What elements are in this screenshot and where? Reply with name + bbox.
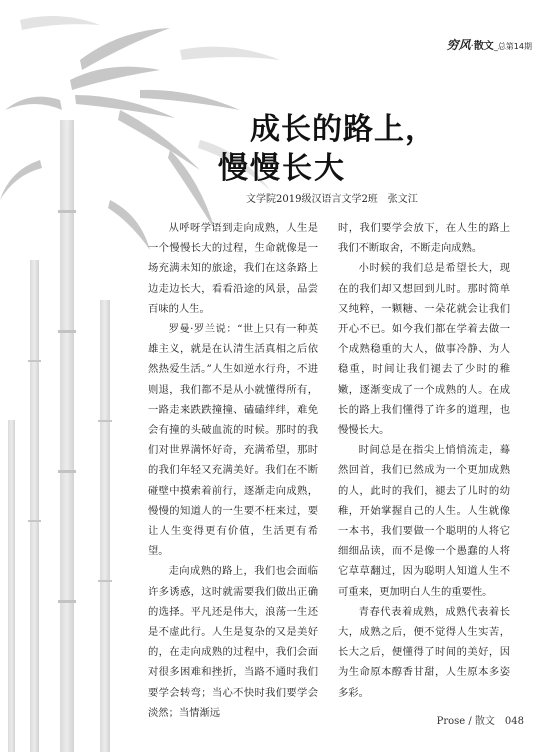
article-title-line1: 成长的路上，	[250, 112, 436, 147]
paragraph: 从呼呀学语到走向成熟，人生是一个慢慢长大的过程，生命就像是一场充满未知的旅途，我们在这条路上边走边长大，看看沿途的风景，品尝百味的人生。	[148, 222, 318, 315]
issue-number: _总第14期	[493, 42, 532, 51]
left-column	[148, 218, 318, 723]
article-title-line2: 慢慢长大	[218, 151, 346, 186]
paragraph: 时，我们要学会放下，在人生的路上我们不断取舍，不断走向成熟。	[338, 222, 510, 255]
page-header	[447, 36, 532, 53]
paragraph: 小时候的我们总是希望长大，现在的我们却又想回到儿时。那时简单又纯粹，一颗糖、一朵花就会让我们开心不已。如今我们都在学着去做一个成熟稳重的大人，做事冷静、为人稳重，时间让我们褪去了少时的稚嫩，逐渐变成了一个成熟的人。在成长的路上我们懂得了许多的道理，也慢慢长大。	[338, 262, 510, 437]
right-column	[338, 218, 510, 703]
paragraph: 罗曼·罗兰说：“世上只有一种英雄主义，就是在认清生活真相之后依然热爱生活。”人生如逆水行舟，不进则退，我们都不是从小就懂得所有，一路走来跌跌撞撞、磕磕绊绊，难免会有撞的头破血流的时候。那时的我们对世界满怀好奇，充满希望，那时的我们年轻又充满美好。我们在不断碰壁中摸索着前行，逐渐走向成熟，慢慢的知道人的一生要不枉来过，要让人生变得更有价值，生活更有希望。	[148, 323, 318, 558]
author-byline: 文学院2019级汉语言文学2班 张文江	[246, 194, 418, 205]
paragraph: 走向成熟的路上，我们也会面临许多诱惑，这时就需要我们做出正确的选择。平凡还是伟大，浪荡一生还是不虚此行。人生是复杂的又是美好的，在走向成熟的过程中，我们会面对很多困难和挫折，当路不通时我们要学会转弯；当心不快时我们要学会淡然；当情渐远	[148, 565, 318, 719]
page-footer: Prose / 散文 048	[436, 716, 524, 727]
paragraph: 时间总是在指尖上悄悄流走，蓦然回首，我们已然成为一个更加成熟的人，此时的我们，褪去了儿时的幼稚，开始掌握自己的人生。人生就像一本书，我们要做一个聪明的人将它细细品读，而不是像一个愚蠢的人将它草草翻过，因为聪明人知道人生不可重来，更加明白人生的重要性。	[338, 444, 510, 598]
magazine-logo: 穷风	[446, 38, 471, 52]
section-name: 散文	[473, 41, 494, 52]
header-dot: ·	[470, 41, 474, 52]
paragraph: 青春代表着成熟，成熟代表着长大，成熟之后，便不觉得人生实苦，长大之后，便懂得了时间的美好，因为生命原本醇香甘甜，人生原本多姿多彩。	[338, 605, 510, 699]
